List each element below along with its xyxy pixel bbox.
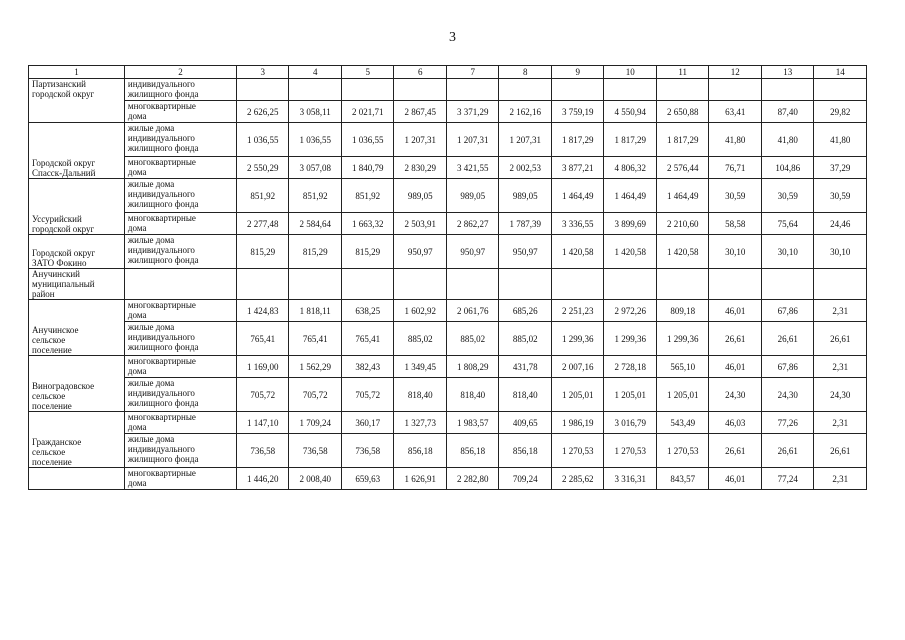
value-cell: 3 057,08 — [289, 157, 342, 179]
column-header: 10 — [604, 66, 657, 79]
value-cell: 58,58 — [709, 213, 762, 235]
value-cell: 709,24 — [499, 468, 552, 490]
value-cell — [656, 269, 709, 300]
value-cell: 1 270,53 — [551, 434, 604, 468]
value-cell: 1 036,55 — [289, 123, 342, 157]
value-cell — [341, 269, 394, 300]
value-cell: 3 058,11 — [289, 101, 342, 123]
value-cell — [446, 79, 499, 101]
tariff-table — [28, 65, 867, 490]
value-cell: 30,59 — [814, 179, 867, 213]
value-cell: 3 016,79 — [604, 412, 657, 434]
housing-type-cell: многоквартирные дома — [124, 213, 236, 235]
value-cell — [446, 269, 499, 300]
value-cell: 1 808,29 — [446, 356, 499, 378]
value-cell: 851,92 — [289, 179, 342, 213]
value-cell: 30,10 — [709, 235, 762, 269]
value-cell: 2 550,29 — [236, 157, 289, 179]
value-cell: 2 626,25 — [236, 101, 289, 123]
value-cell: 2,31 — [814, 412, 867, 434]
value-cell: 2 728,18 — [604, 356, 657, 378]
value-cell: 565,10 — [656, 356, 709, 378]
table-row — [29, 79, 867, 101]
housing-type-cell: жилые дома индивидуального жилищного фонда — [124, 123, 236, 157]
value-cell: 815,29 — [289, 235, 342, 269]
value-cell: 3 316,31 — [604, 468, 657, 490]
value-cell: 1 840,79 — [341, 157, 394, 179]
value-cell: 2,31 — [814, 468, 867, 490]
value-cell: 989,05 — [446, 179, 499, 213]
value-cell: 818,40 — [499, 378, 552, 412]
column-header: 13 — [761, 66, 814, 79]
value-cell: 4 550,94 — [604, 101, 657, 123]
value-cell: 543,49 — [656, 412, 709, 434]
value-cell: 41,80 — [709, 123, 762, 157]
value-cell: 2 285,62 — [551, 468, 604, 490]
value-cell: 851,92 — [236, 179, 289, 213]
housing-type-cell — [124, 269, 236, 300]
value-cell: 26,61 — [761, 322, 814, 356]
value-cell — [551, 269, 604, 300]
value-cell: 1 036,55 — [341, 123, 394, 157]
value-cell: 2 002,53 — [499, 157, 552, 179]
value-cell: 26,61 — [761, 434, 814, 468]
table-row — [29, 378, 867, 412]
value-cell: 2 503,91 — [394, 213, 447, 235]
value-cell: 1 207,31 — [499, 123, 552, 157]
value-cell: 87,40 — [761, 101, 814, 123]
value-cell: 1 270,53 — [604, 434, 657, 468]
value-cell: 950,97 — [394, 235, 447, 269]
value-cell: 1 270,53 — [656, 434, 709, 468]
housing-type-cell: многоквартирные дома — [124, 356, 236, 378]
value-cell: 1 349,45 — [394, 356, 447, 378]
value-cell: 1 036,55 — [236, 123, 289, 157]
value-cell: 26,61 — [709, 434, 762, 468]
value-cell — [236, 269, 289, 300]
municipality-cell: Городской округ ЗАТО Фокино — [29, 235, 125, 269]
housing-type-cell: жилые дома индивидуального жилищного фонда — [124, 235, 236, 269]
column-header: 4 — [289, 66, 342, 79]
value-cell — [814, 79, 867, 101]
value-cell: 2 830,29 — [394, 157, 447, 179]
value-cell: 989,05 — [499, 179, 552, 213]
value-cell — [289, 269, 342, 300]
column-header: 12 — [709, 66, 762, 79]
column-header: 7 — [446, 66, 499, 79]
value-cell: 26,61 — [709, 322, 762, 356]
table-row — [29, 235, 867, 269]
value-cell: 2 061,76 — [446, 300, 499, 322]
value-cell: 46,03 — [709, 412, 762, 434]
value-cell: 76,71 — [709, 157, 762, 179]
value-cell: 815,29 — [236, 235, 289, 269]
value-cell: 431,78 — [499, 356, 552, 378]
value-cell — [814, 269, 867, 300]
value-cell: 41,80 — [761, 123, 814, 157]
column-header: 5 — [341, 66, 394, 79]
column-header: 8 — [499, 66, 552, 79]
value-cell: 3 899,69 — [604, 213, 657, 235]
value-cell: 736,58 — [236, 434, 289, 468]
value-cell: 1 207,31 — [446, 123, 499, 157]
value-cell — [604, 79, 657, 101]
value-cell: 3 371,29 — [446, 101, 499, 123]
table-row — [29, 269, 867, 300]
value-cell: 46,01 — [709, 300, 762, 322]
value-cell: 1 817,29 — [604, 123, 657, 157]
value-cell: 736,58 — [341, 434, 394, 468]
value-cell: 2 972,26 — [604, 300, 657, 322]
housing-type-cell: жилые дома индивидуального жилищного фонда — [124, 378, 236, 412]
value-cell: 950,97 — [499, 235, 552, 269]
value-cell: 989,05 — [394, 179, 447, 213]
value-cell: 26,61 — [814, 322, 867, 356]
value-cell: 2,31 — [814, 356, 867, 378]
table-row — [29, 434, 867, 468]
value-cell: 2 650,88 — [656, 101, 709, 123]
column-header: 9 — [551, 66, 604, 79]
value-cell: 30,10 — [814, 235, 867, 269]
value-cell: 77,26 — [761, 412, 814, 434]
value-cell: 1 205,01 — [604, 378, 657, 412]
municipality-cell: Гражданское сельское поселение — [29, 412, 125, 468]
municipality-cell: Партизанский городской округ — [29, 79, 125, 123]
municipality-cell: Городской округ Спасск-Дальний — [29, 123, 125, 179]
value-cell: 29,82 — [814, 101, 867, 123]
table-row — [29, 179, 867, 213]
column-header: 1 — [29, 66, 125, 79]
value-cell: 1 299,36 — [604, 322, 657, 356]
value-cell: 67,86 — [761, 300, 814, 322]
value-cell: 2 162,16 — [499, 101, 552, 123]
value-cell: 1 299,36 — [656, 322, 709, 356]
column-header: 3 — [236, 66, 289, 79]
housing-type-cell: индивидуального жилищного фонда — [124, 79, 236, 101]
value-cell: 24,46 — [814, 213, 867, 235]
value-cell: 1 169,00 — [236, 356, 289, 378]
value-cell: 30,10 — [761, 235, 814, 269]
table-row — [29, 213, 867, 235]
value-cell: 1 299,36 — [551, 322, 604, 356]
value-cell: 765,41 — [289, 322, 342, 356]
value-cell: 815,29 — [341, 235, 394, 269]
value-cell — [394, 79, 447, 101]
table-row — [29, 412, 867, 434]
value-cell: 950,97 — [446, 235, 499, 269]
value-cell: 1 983,57 — [446, 412, 499, 434]
value-cell: 2 007,16 — [551, 356, 604, 378]
value-cell: 41,80 — [814, 123, 867, 157]
value-cell: 2 576,44 — [656, 157, 709, 179]
municipality-cell: Виноградовское сельское поселение — [29, 356, 125, 412]
value-cell: 4 806,32 — [604, 157, 657, 179]
value-cell — [394, 269, 447, 300]
value-cell — [551, 79, 604, 101]
value-cell: 360,17 — [341, 412, 394, 434]
value-cell: 24,30 — [761, 378, 814, 412]
value-cell: 2 282,80 — [446, 468, 499, 490]
value-cell: 851,92 — [341, 179, 394, 213]
value-cell: 2 021,71 — [341, 101, 394, 123]
housing-type-cell: многоквартирные дома — [124, 300, 236, 322]
value-cell: 1 602,92 — [394, 300, 447, 322]
value-cell: 1 817,29 — [656, 123, 709, 157]
value-cell: 1 818,11 — [289, 300, 342, 322]
table-row — [29, 300, 867, 322]
municipality-cell — [29, 468, 125, 490]
value-cell: 3 336,55 — [551, 213, 604, 235]
housing-type-cell: жилые дома индивидуального жилищного фонда — [124, 179, 236, 213]
value-cell: 685,26 — [499, 300, 552, 322]
value-cell: 2 008,40 — [289, 468, 342, 490]
value-cell: 765,41 — [236, 322, 289, 356]
value-cell: 856,18 — [499, 434, 552, 468]
value-cell: 1 709,24 — [289, 412, 342, 434]
value-cell: 885,02 — [394, 322, 447, 356]
value-cell — [709, 269, 762, 300]
page-number: 3 — [449, 30, 456, 45]
value-cell: 37,29 — [814, 157, 867, 179]
value-cell: 705,72 — [289, 378, 342, 412]
header-row — [29, 66, 867, 79]
value-cell — [341, 79, 394, 101]
table-row — [29, 123, 867, 157]
value-cell: 2 862,27 — [446, 213, 499, 235]
housing-type-cell: многоквартирные дома — [124, 412, 236, 434]
value-cell: 1 986,19 — [551, 412, 604, 434]
column-header: 2 — [124, 66, 236, 79]
value-cell: 1 205,01 — [551, 378, 604, 412]
value-cell: 3 421,55 — [446, 157, 499, 179]
value-cell: 765,41 — [341, 322, 394, 356]
value-cell: 1 147,10 — [236, 412, 289, 434]
value-cell: 1 626,91 — [394, 468, 447, 490]
value-cell: 1 817,29 — [551, 123, 604, 157]
value-cell: 46,01 — [709, 468, 762, 490]
value-cell: 1 464,49 — [604, 179, 657, 213]
value-cell — [289, 79, 342, 101]
value-cell: 638,25 — [341, 300, 394, 322]
value-cell: 1 420,58 — [656, 235, 709, 269]
value-cell — [236, 79, 289, 101]
value-cell: 2 251,23 — [551, 300, 604, 322]
value-cell: 705,72 — [341, 378, 394, 412]
value-cell — [709, 79, 762, 101]
municipality-cell: Уссурийский городской округ — [29, 179, 125, 235]
value-cell: 843,57 — [656, 468, 709, 490]
column-header: 14 — [814, 66, 867, 79]
table-row — [29, 322, 867, 356]
value-cell: 1 420,58 — [551, 235, 604, 269]
housing-type-cell: многоквартирные дома — [124, 468, 236, 490]
value-cell: 1 663,32 — [341, 213, 394, 235]
value-cell: 705,72 — [236, 378, 289, 412]
value-cell: 1 420,58 — [604, 235, 657, 269]
value-cell: 75,64 — [761, 213, 814, 235]
value-cell: 1 207,31 — [394, 123, 447, 157]
housing-type-cell: жилые дома индивидуального жилищного фонда — [124, 434, 236, 468]
value-cell: 409,65 — [499, 412, 552, 434]
housing-type-cell: многоквартирные дома — [124, 157, 236, 179]
value-cell: 30,59 — [709, 179, 762, 213]
value-cell: 26,61 — [814, 434, 867, 468]
value-cell: 856,18 — [446, 434, 499, 468]
column-header: 11 — [656, 66, 709, 79]
value-cell: 2,31 — [814, 300, 867, 322]
value-cell: 24,30 — [814, 378, 867, 412]
value-cell: 24,30 — [709, 378, 762, 412]
value-cell — [761, 79, 814, 101]
value-cell: 1 424,83 — [236, 300, 289, 322]
value-cell: 809,18 — [656, 300, 709, 322]
value-cell: 1 327,73 — [394, 412, 447, 434]
value-cell — [604, 269, 657, 300]
housing-type-cell: жилые дома индивидуального жилищного фонда — [124, 322, 236, 356]
value-cell: 659,63 — [341, 468, 394, 490]
value-cell: 2 210,60 — [656, 213, 709, 235]
value-cell: 1 446,20 — [236, 468, 289, 490]
value-cell — [656, 79, 709, 101]
value-cell: 3 877,21 — [551, 157, 604, 179]
value-cell — [499, 269, 552, 300]
table-row — [29, 356, 867, 378]
value-cell: 856,18 — [394, 434, 447, 468]
municipality-cell: Анучинское сельское поселение — [29, 300, 125, 356]
value-cell: 2 584,64 — [289, 213, 342, 235]
value-cell — [499, 79, 552, 101]
value-cell: 46,01 — [709, 356, 762, 378]
value-cell: 67,86 — [761, 356, 814, 378]
value-cell: 1 464,49 — [551, 179, 604, 213]
value-cell: 2 867,45 — [394, 101, 447, 123]
value-cell: 818,40 — [394, 378, 447, 412]
column-header: 6 — [394, 66, 447, 79]
housing-type-cell: многоквартирные дома — [124, 101, 236, 123]
value-cell: 2 277,48 — [236, 213, 289, 235]
value-cell: 1 787,39 — [499, 213, 552, 235]
value-cell: 382,43 — [341, 356, 394, 378]
value-cell: 885,02 — [499, 322, 552, 356]
value-cell — [761, 269, 814, 300]
value-cell: 818,40 — [446, 378, 499, 412]
table-row — [29, 101, 867, 123]
value-cell: 885,02 — [446, 322, 499, 356]
value-cell: 30,59 — [761, 179, 814, 213]
value-cell: 1 562,29 — [289, 356, 342, 378]
value-cell: 1 464,49 — [656, 179, 709, 213]
value-cell: 3 759,19 — [551, 101, 604, 123]
value-cell: 736,58 — [289, 434, 342, 468]
value-cell: 104,86 — [761, 157, 814, 179]
value-cell: 77,24 — [761, 468, 814, 490]
municipality-cell: Анучинский муниципальный район — [29, 269, 125, 300]
value-cell: 1 205,01 — [656, 378, 709, 412]
table-row — [29, 157, 867, 179]
value-cell: 63,41 — [709, 101, 762, 123]
table-row — [29, 468, 867, 490]
